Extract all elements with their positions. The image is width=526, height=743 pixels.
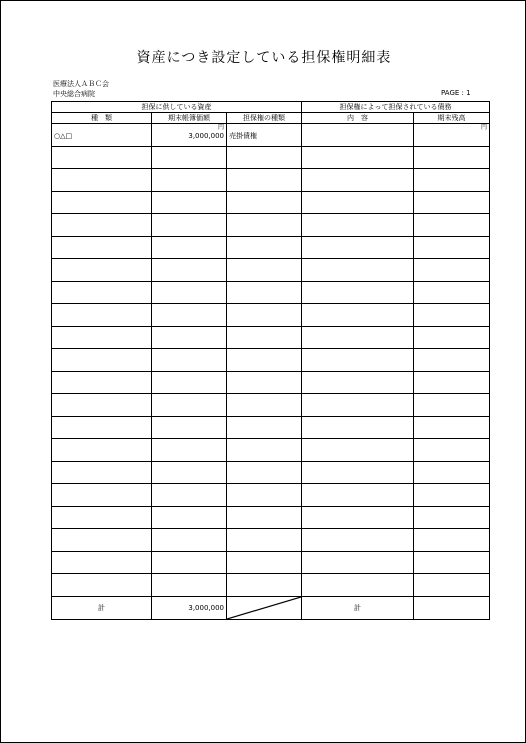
debt-content-cell	[302, 281, 414, 304]
asset-type-cell	[52, 304, 152, 327]
security-type-cell	[227, 169, 302, 192]
security-type-cell	[227, 349, 302, 372]
book-value-cell	[152, 214, 227, 237]
debt-content-cell	[302, 124, 414, 147]
organization-name: 医療法人ＡＢＣ会	[53, 80, 109, 88]
security-type-value: 売掛債権	[229, 132, 257, 140]
debt-content-cell	[302, 214, 414, 237]
table-row	[52, 439, 490, 462]
book-value-cell	[152, 281, 227, 304]
balance-cell	[414, 371, 490, 394]
balance-cell	[414, 146, 490, 169]
security-type-cell	[227, 281, 302, 304]
balance-cell	[414, 484, 490, 507]
security-type-cell	[227, 529, 302, 552]
table-row	[52, 259, 490, 282]
balance-cell	[414, 214, 490, 237]
book-value-cell	[152, 146, 227, 169]
table-row	[52, 506, 490, 529]
column-header-type: 種 類	[52, 113, 152, 124]
book-value-cell	[152, 394, 227, 417]
balance-cell	[414, 169, 490, 192]
table-row	[52, 236, 490, 259]
asset-type-cell	[52, 146, 152, 169]
table-row	[52, 394, 490, 417]
page-label: PAGE	[441, 89, 460, 97]
balance-cell	[414, 124, 490, 147]
debt-content-cell	[302, 169, 414, 192]
balance-cell	[414, 236, 490, 259]
book-value-cell	[152, 484, 227, 507]
book-value-cell-value: 3,000,000	[188, 132, 224, 140]
asset-type-cell	[52, 124, 152, 147]
debt-content-cell	[302, 326, 414, 349]
balance-cell	[414, 304, 490, 327]
book-value-cell	[152, 551, 227, 574]
table-row	[52, 124, 490, 147]
security-type-cell	[227, 574, 302, 597]
balance-cell	[414, 191, 490, 214]
asset-type-cell	[52, 394, 152, 417]
table-row	[52, 191, 490, 214]
total-label-debts: 計	[302, 596, 414, 619]
asset-type-cell	[52, 169, 152, 192]
debt-content-cell	[302, 349, 414, 372]
security-type-cell	[227, 371, 302, 394]
total-balance	[414, 596, 490, 619]
column-header-balance: 期末残高	[414, 113, 490, 124]
security-type-cell	[227, 124, 302, 147]
security-type-cell	[227, 304, 302, 327]
asset-type-cell	[52, 416, 152, 439]
asset-type-cell	[52, 191, 152, 214]
page-number	[441, 89, 471, 97]
book-value-cell	[152, 349, 227, 372]
balance-cell	[414, 394, 490, 417]
security-type-cell	[227, 326, 302, 349]
table-row	[52, 326, 490, 349]
document-title: 資産につき設定している担保権明細表	[136, 50, 392, 66]
book-value-cell	[152, 124, 227, 147]
book-value-cell	[152, 169, 227, 192]
table-row	[52, 169, 490, 192]
security-type-cell	[227, 439, 302, 462]
total-diagonal-cell	[227, 596, 302, 619]
book-value-cell	[152, 304, 227, 327]
asset-type-value: ○△□	[54, 132, 73, 140]
balance-cell	[414, 416, 490, 439]
book-value-cell	[152, 529, 227, 552]
asset-type-cell	[52, 506, 152, 529]
asset-type-cell	[52, 439, 152, 462]
table-row	[52, 529, 490, 552]
book-value-cell	[152, 439, 227, 462]
table-row	[52, 551, 490, 574]
security-type-cell	[227, 506, 302, 529]
column-header-content: 内 容	[302, 113, 414, 124]
security-type-cell	[227, 146, 302, 169]
security-type-cell	[227, 416, 302, 439]
balance-cell	[414, 439, 490, 462]
table-row	[52, 146, 490, 169]
asset-type-cell	[52, 529, 152, 552]
balance-cell	[414, 349, 490, 372]
page-number-value: 1	[466, 89, 471, 97]
group-header-assets: 担保に供している資産	[52, 102, 302, 113]
book-value-cell	[152, 574, 227, 597]
balance-cell	[414, 574, 490, 597]
security-type-cell	[227, 394, 302, 417]
debt-content-cell	[302, 574, 414, 597]
column-header-row	[52, 113, 490, 124]
total-row	[52, 596, 490, 619]
debt-content-cell	[302, 259, 414, 282]
table-row	[52, 371, 490, 394]
security-type-cell	[227, 259, 302, 282]
book-value-cell	[152, 371, 227, 394]
table-row	[52, 484, 490, 507]
column-header-security-type: 担保権の種類	[227, 113, 302, 124]
balance-cell	[414, 461, 490, 484]
book-value-cell	[152, 461, 227, 484]
debt-content-cell	[302, 146, 414, 169]
table-row	[52, 214, 490, 237]
asset-type-cell	[52, 281, 152, 304]
asset-type-cell	[52, 461, 152, 484]
group-header-row	[52, 102, 490, 113]
collateral-table	[51, 101, 490, 620]
yen-unit-label: 円	[217, 124, 224, 131]
book-value-cell	[152, 326, 227, 349]
security-type-cell	[227, 484, 302, 507]
balance-cell	[414, 529, 490, 552]
asset-type-cell	[52, 326, 152, 349]
debt-content-cell	[302, 461, 414, 484]
asset-type-cell	[52, 259, 152, 282]
total-book-value: 3,000,000	[152, 596, 227, 619]
table-row	[52, 416, 490, 439]
debt-content-cell	[302, 394, 414, 417]
column-header-book-value: 期末帳簿価額	[152, 113, 227, 124]
asset-type-cell	[52, 349, 152, 372]
debt-content-cell	[302, 551, 414, 574]
table-row	[52, 349, 490, 372]
asset-type-cell	[52, 236, 152, 259]
security-type-cell	[227, 551, 302, 574]
debt-content-cell	[302, 529, 414, 552]
book-value-cell	[152, 506, 227, 529]
asset-type-cell	[52, 214, 152, 237]
yen-unit-label: 円	[480, 124, 487, 131]
diagonal-strike	[227, 597, 301, 619]
total-label: 計	[52, 596, 152, 619]
debt-content-cell	[302, 304, 414, 327]
page-separator: :	[461, 89, 464, 97]
security-type-cell	[227, 461, 302, 484]
book-value-cell	[152, 259, 227, 282]
asset-type-cell	[52, 551, 152, 574]
book-value-cell	[152, 416, 227, 439]
debt-content-cell	[302, 416, 414, 439]
book-value-cell	[152, 236, 227, 259]
debt-content-cell	[302, 439, 414, 462]
balance-cell	[414, 326, 490, 349]
balance-cell	[414, 259, 490, 282]
debt-content-cell	[302, 506, 414, 529]
balance-cell	[414, 551, 490, 574]
balance-cell	[414, 506, 490, 529]
security-type-cell	[227, 191, 302, 214]
table-row	[52, 304, 490, 327]
facility-name: 中央総合病院	[53, 90, 95, 98]
table-row	[52, 281, 490, 304]
organization-block	[53, 79, 109, 99]
asset-type-cell	[52, 484, 152, 507]
security-type-cell	[227, 236, 302, 259]
debt-content-cell	[302, 191, 414, 214]
book-value-cell	[152, 191, 227, 214]
debt-content-cell	[302, 371, 414, 394]
group-header-debts: 担保権によって担保されている債務	[302, 102, 490, 113]
table-row	[52, 574, 490, 597]
debt-content-cell	[302, 484, 414, 507]
table-row	[52, 461, 490, 484]
asset-type-cell	[52, 574, 152, 597]
balance-cell	[414, 281, 490, 304]
debt-content-cell	[302, 236, 414, 259]
security-type-cell	[227, 214, 302, 237]
asset-type-cell	[52, 371, 152, 394]
